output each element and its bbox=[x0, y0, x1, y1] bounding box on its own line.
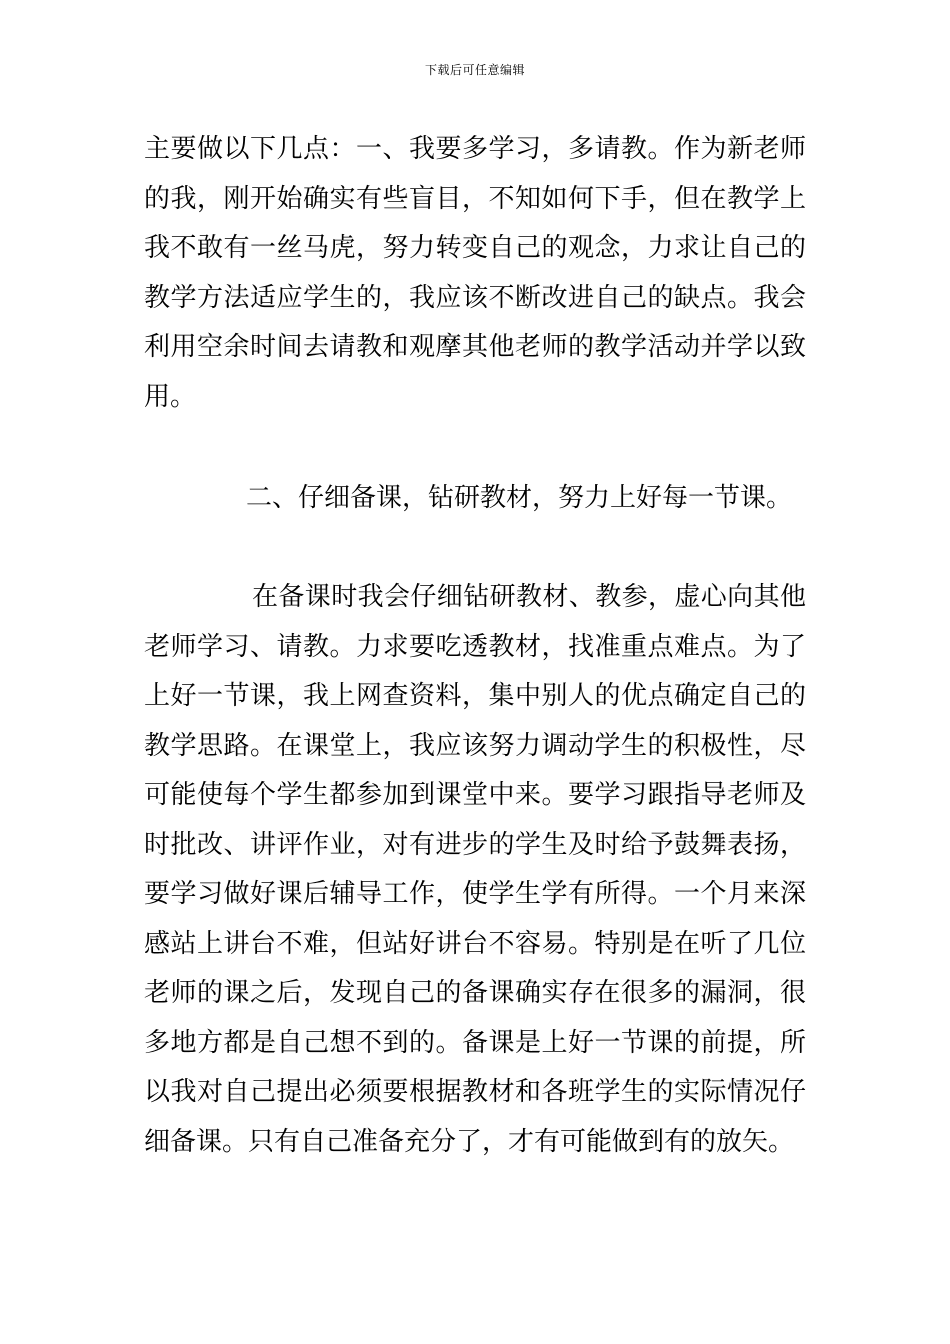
page-header-note: 下载后可任意编辑 bbox=[424, 63, 525, 77]
section-heading-lesson-prep: 二、仔细备课，钻研教材，努力上好每一节课。 bbox=[246, 483, 793, 513]
paragraph-learning: 主要做以下几点：一、我要多学习，多请教。作为新老师的我，刚开始确实有些盲目，不知如何下手，但在教学上我不敢有一丝马虎，努力转变自己的观念，力求让自己的教学方法适应学生的，我应该不断改进自己的缺点。我会利用空余时间去请教和观摩其他老师的教学活动并学以致用。 bbox=[144, 134, 806, 412]
paragraph-lesson-prep: 在备课时我会仔细钻研教材、教参，虚心向其他老师学习、请教。力求要吃透教材，找准重点难点。为了上好一节课，我上网查资料，集中别人的优点确定自己的教学思路。在课堂上，我应该努力调动学生的积极性，尽可能使每个学生都参加到课堂中来。要学习跟指导老师及时批改、讲评作业，对有进步的学生及时给予鼓舞表扬，要学习做好课后辅导工作，使学生学有所得。一个月来深感站上讲台不难，但站好讲台不容易。特别是在听了几位老师的课之后，发现自己的备课确实存在很多的漏洞，很多地方都是自己想不到的。备课是上好一节课的前提，所以我对自己提出必须要根据教材和各班学生的实际情况仔细备课。只有自己准备充分了，才有可能做到有的放矢。 bbox=[144, 582, 806, 1157]
